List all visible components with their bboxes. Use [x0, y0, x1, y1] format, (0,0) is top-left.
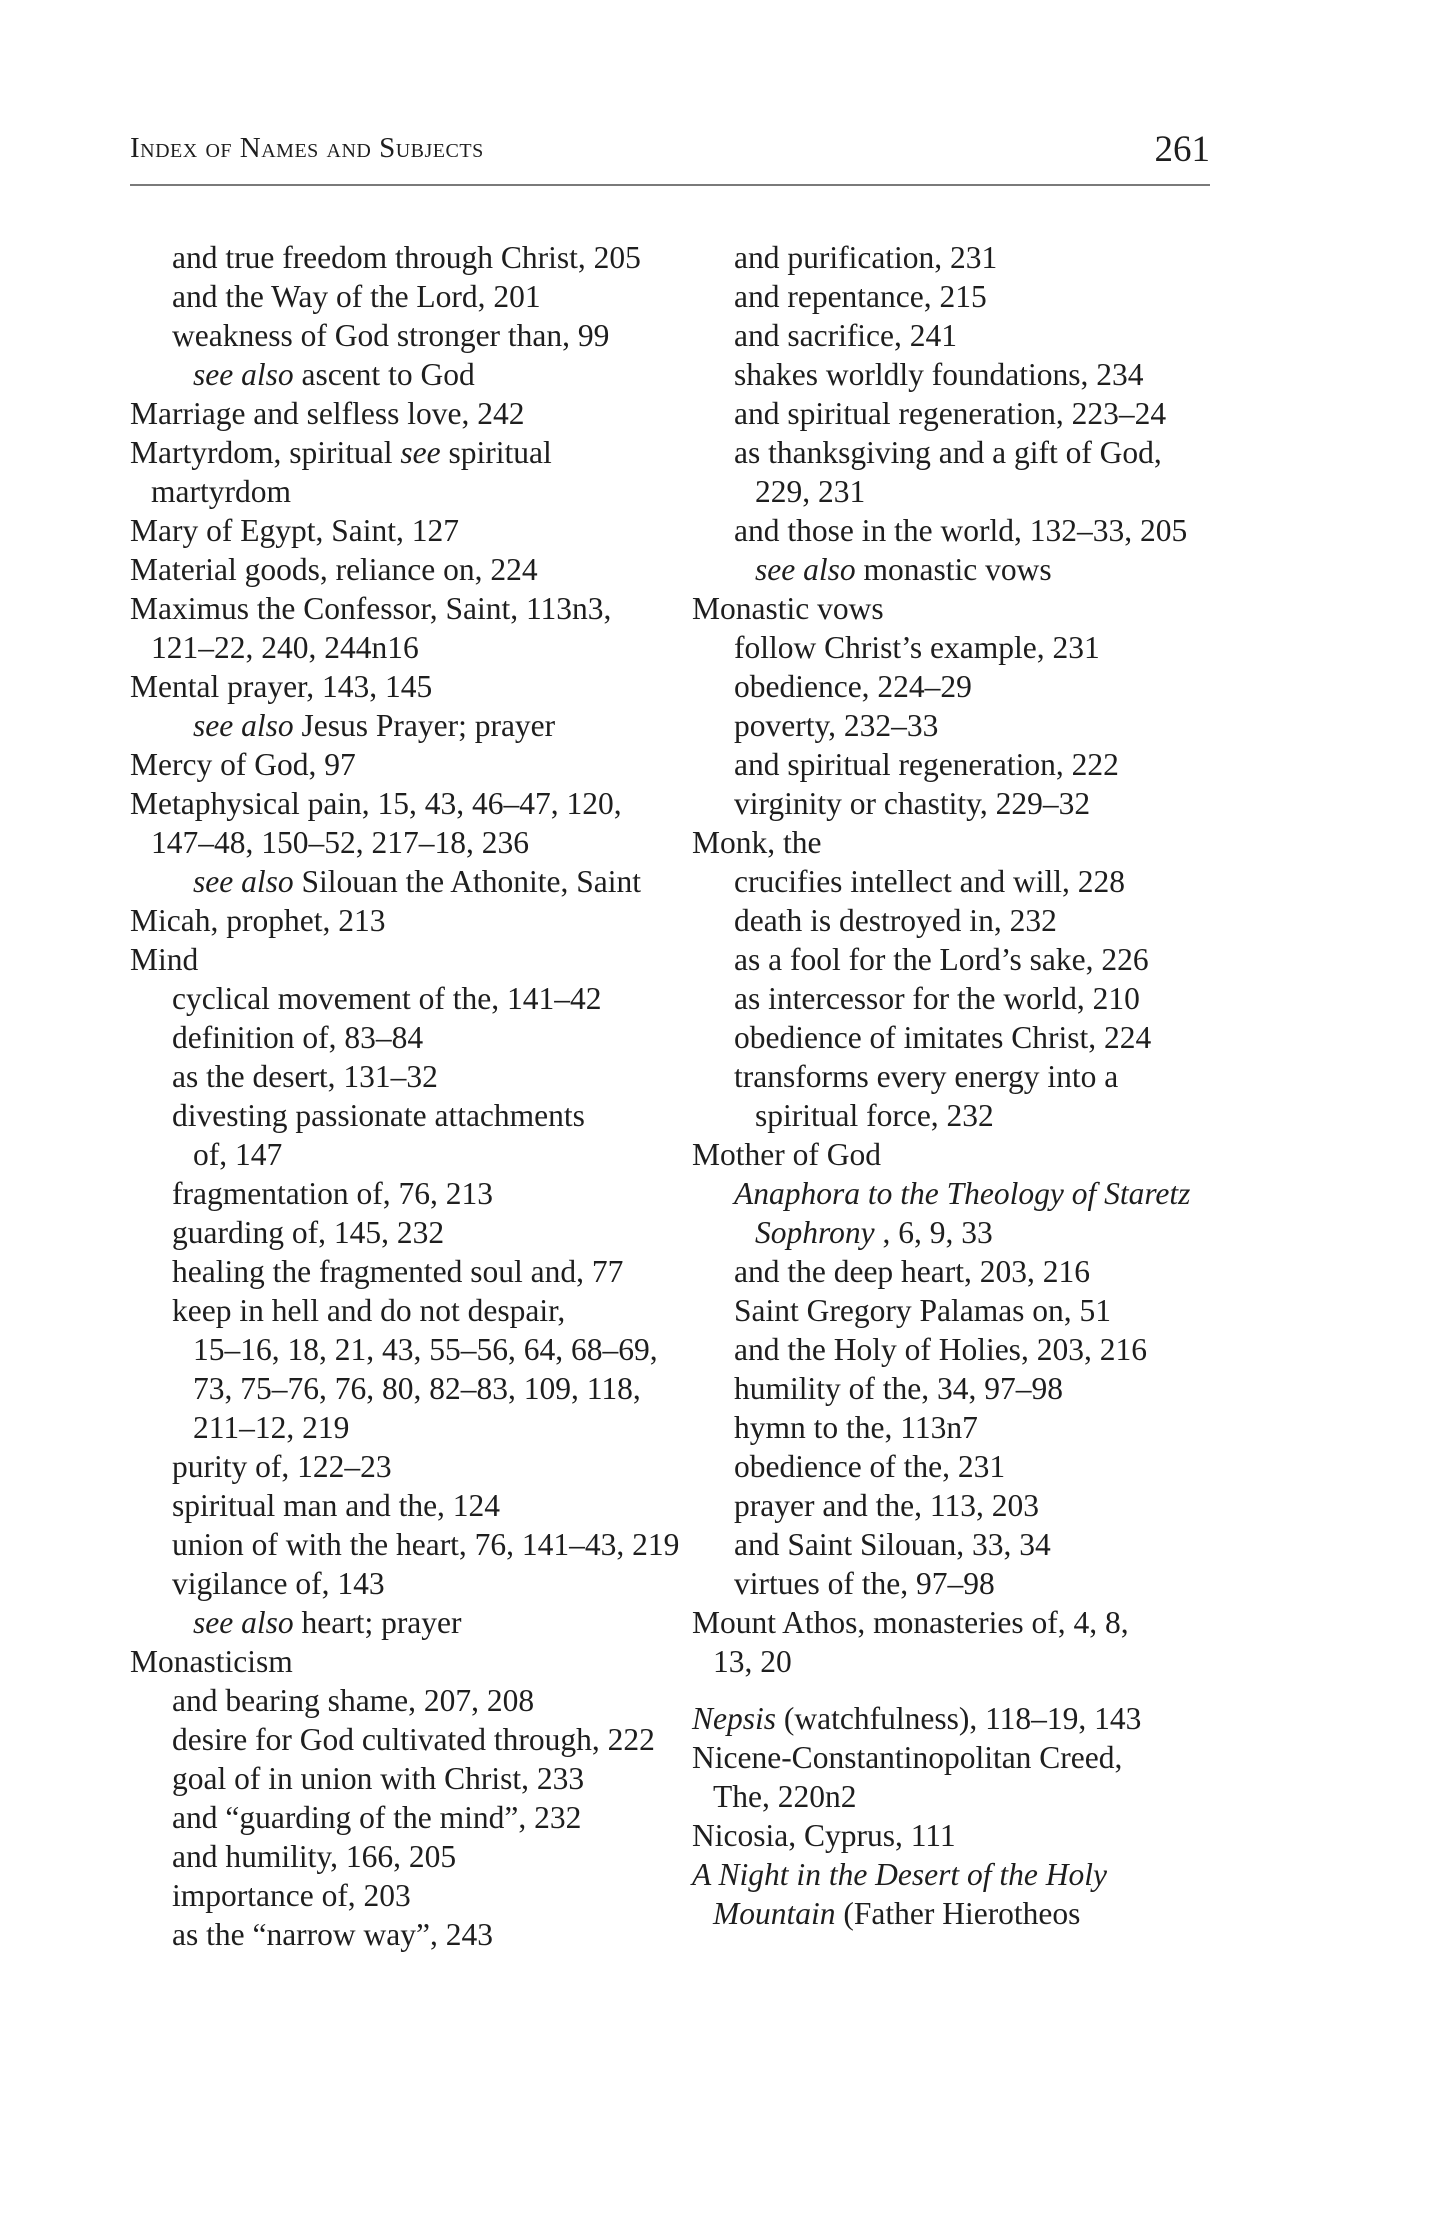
index-entry [130, 784, 675, 823]
index-entry [692, 316, 1252, 355]
running-title: Index of Names and Subjects [130, 132, 484, 164]
index-entry-text: as the “narrow way”, 243 [172, 1917, 493, 1952]
index-column-left [130, 238, 680, 1954]
index-entry [692, 1894, 1252, 1933]
index-entry [130, 1642, 675, 1681]
index-entry [692, 1642, 1252, 1681]
index-entry-text: fragmentation of, 76, 213 [172, 1176, 494, 1211]
index-entry [130, 706, 675, 745]
index-entry [130, 940, 675, 979]
index-entry [692, 238, 1252, 277]
index-entry-text: ascent to God [293, 357, 475, 392]
index-entry-text: Mind [130, 942, 199, 977]
index-entry [692, 1330, 1252, 1369]
index-entry [692, 940, 1252, 979]
index-entry [692, 1816, 1252, 1855]
index-entry [130, 1252, 675, 1291]
index-entry-text: Material goods, reliance on, 224 [130, 552, 538, 587]
index-entry-text: and spiritual regeneration, 222 [734, 747, 1119, 782]
index-entry-text: as a fool for the Lord’s sake, 226 [734, 942, 1149, 977]
index-entry [692, 1135, 1252, 1174]
index-entry [692, 979, 1252, 1018]
index-entry [692, 745, 1252, 784]
index-entry-text: and the Holy of Holies, 203, 216 [734, 1332, 1147, 1367]
index-entry [692, 511, 1252, 550]
index-entry [692, 1855, 1252, 1894]
index-entry-text: obedience, 224–29 [734, 669, 972, 704]
index-entry-text: hymn to the, 113n7 [734, 1410, 978, 1445]
index-entry-text: Mount Athos, monasteries of, 4, 8, [692, 1605, 1129, 1640]
index-entry [130, 1915, 675, 1954]
index-entry-text: spiritual [440, 435, 552, 470]
index-entry [130, 1408, 675, 1447]
index-entry-text: , 6, 9, 33 [874, 1215, 993, 1250]
index-entry-text: obedience of imitates Christ, 224 [734, 1020, 1152, 1055]
index-entry-text: Maximus the Confessor, Saint, 113n3, [130, 591, 612, 626]
index-entry [130, 1564, 675, 1603]
index-entry [130, 355, 675, 394]
index-entry [692, 1369, 1252, 1408]
index-entry [130, 550, 675, 589]
index-entry [692, 589, 1252, 628]
index-entry [130, 1330, 675, 1369]
index-entry [130, 1447, 675, 1486]
index-entry-italic: see [400, 435, 441, 470]
index-entry [692, 394, 1252, 433]
index-entry-italic: Mountain [713, 1896, 836, 1931]
index-entry-text: purity of, 122–23 [172, 1449, 392, 1484]
index-entry [130, 628, 675, 667]
index-entry-italic: see also [193, 864, 294, 899]
index-entry-text: and the deep heart, 203, 216 [734, 1254, 1091, 1289]
index-entry-text: as thanksgiving and a gift of God, [734, 435, 1162, 470]
index-entry [692, 433, 1252, 472]
index-entry [130, 1018, 675, 1057]
index-entry-text: crucifies intellect and will, 228 [734, 864, 1125, 899]
index-entry-text: and those in the world, 132–33, 205 [734, 513, 1188, 548]
index-entry-text: martyrdom [151, 474, 291, 509]
index-entry-italic: see also [755, 552, 856, 587]
index-entry-text: 211–12, 219 [193, 1410, 350, 1445]
index-entry [692, 1018, 1252, 1057]
index-entry-text: and repentance, 215 [734, 279, 987, 314]
index-entry-text: as the desert, 131–32 [172, 1059, 438, 1094]
index-entry [130, 1135, 675, 1174]
index-entry-italic: Nepsis [692, 1701, 777, 1736]
index-entry-text: Silouan the Athonite, Saint [293, 864, 641, 899]
index-entry [130, 1876, 675, 1915]
index-entry [692, 1564, 1252, 1603]
index-entry [130, 1486, 675, 1525]
index-entry [130, 1681, 675, 1720]
index-entry [692, 823, 1252, 862]
index-entry [130, 238, 675, 277]
index-entry-text: Monasticism [130, 1644, 293, 1679]
index-entry-italic: A Night in the Desert of the Holy [692, 1857, 1107, 1892]
index-entry-text: and purification, 231 [734, 240, 998, 275]
index-entry-text: and sacrifice, 241 [734, 318, 958, 353]
index-entry-italic: Sophrony [755, 1215, 875, 1250]
index-entry-text: Mother of God [692, 1137, 881, 1172]
index-entry [130, 511, 675, 550]
index-entry-text: death is destroyed in, 232 [734, 903, 1057, 938]
index-entry [692, 1777, 1252, 1816]
index-entry [692, 1174, 1252, 1213]
index-entry-text: prayer and the, 113, 203 [734, 1488, 1039, 1523]
index-entry-text: (Father Hierotheos [835, 1896, 1081, 1931]
index-entry-text: as intercessor for the world, 210 [734, 981, 1140, 1016]
index-entry-text: of, 147 [193, 1137, 283, 1172]
index-entry-text: Micah, prophet, 213 [130, 903, 386, 938]
index-entry-text: Marriage and selfless love, 242 [130, 396, 525, 431]
index-entry-text: spiritual man and the, 124 [172, 1488, 501, 1523]
index-entry-text: 147–48, 150–52, 217–18, 236 [151, 825, 529, 860]
index-entry-text: transforms every energy into a [734, 1059, 1119, 1094]
index-entry-text: virtues of the, 97–98 [734, 1566, 995, 1601]
index-entry [692, 1408, 1252, 1447]
index-entry-italic: see also [193, 708, 294, 743]
index-entry [130, 1174, 675, 1213]
index-entry-italic: Anaphora to the Theology of Staretz [734, 1176, 1191, 1211]
index-entry [130, 823, 675, 862]
index-entry [130, 1057, 675, 1096]
index-entry-text: Saint Gregory Palamas on, 51 [734, 1293, 1112, 1328]
index-entry [130, 745, 675, 784]
index-entry-text: 73, 75–76, 76, 80, 82–83, 109, 118, [193, 1371, 641, 1406]
index-entry [692, 1603, 1252, 1642]
index-entry [130, 1291, 675, 1330]
index-entry-text: follow Christ’s example, 231 [734, 630, 1100, 665]
index-entry [130, 589, 675, 628]
index-entry-text: guarding of, 145, 232 [172, 1215, 445, 1250]
index-column-right [692, 238, 1252, 1933]
index-entry-text: and spiritual regeneration, 223–24 [734, 396, 1167, 431]
index-entry-text: vigilance of, 143 [172, 1566, 385, 1601]
index-entry-text: divesting passionate attachments [172, 1098, 585, 1133]
index-entry-text: and bearing shame, 207, 208 [172, 1683, 535, 1718]
index-entry-text: Nicene-Constantinopolitan Creed, [692, 1740, 1123, 1775]
index-entry [692, 667, 1252, 706]
index-entry-text: virginity or chastity, 229–32 [734, 786, 1091, 821]
index-entry-text: and true freedom through Christ, 205 [172, 240, 641, 275]
index-entry-text: definition of, 83–84 [172, 1020, 424, 1055]
index-entry-text: cyclical movement of the, 141–42 [172, 981, 602, 1016]
index-entry-text: Martyrdom, spiritual [130, 435, 401, 470]
index-entry-italic: see also [193, 1605, 294, 1640]
index-entry-text: goal of in union with Christ, 233 [172, 1761, 585, 1796]
index-entry [692, 862, 1252, 901]
index-entry [130, 667, 675, 706]
index-entry-text: 121–22, 240, 244n16 [151, 630, 419, 665]
index-entry [130, 1213, 675, 1252]
running-header [130, 128, 1210, 186]
index-entry [130, 1798, 675, 1837]
index-entry [130, 316, 675, 355]
index-entry [692, 277, 1252, 316]
index-entry-text: shakes worldly foundations, 234 [734, 357, 1144, 392]
index-entry-text: keep in hell and do not despair, [172, 1293, 566, 1328]
index-entry [130, 394, 675, 433]
index-entry-text: weakness of God stronger than, 99 [172, 318, 610, 353]
index-entry [692, 472, 1252, 511]
index-entry-text: The, 220n2 [713, 1779, 857, 1814]
index-entry-text: Mary of Egypt, Saint, 127 [130, 513, 459, 548]
index-entry-text: heart; prayer [293, 1605, 462, 1640]
index-entry-text: and humility, 166, 205 [172, 1839, 457, 1874]
index-entry-italic: see also [193, 357, 294, 392]
index-entry-text: 15–16, 18, 21, 43, 55–56, 64, 68–69, [193, 1332, 658, 1367]
index-entry-text: Jesus Prayer; prayer [293, 708, 556, 743]
index-entry [692, 1252, 1252, 1291]
index-entry [130, 1525, 680, 1564]
index-entry-text: monastic vows [855, 552, 1052, 587]
index-entry-text: Nicosia, Cyprus, 111 [692, 1818, 956, 1853]
index-entry [130, 901, 675, 940]
index-entry [130, 1837, 675, 1876]
index-entry-text: union of with the heart, 76, 141–43, 219 [172, 1527, 680, 1562]
index-entry [130, 1720, 675, 1759]
index-entry-text: Metaphysical pain, 15, 43, 46–47, 120, [130, 786, 622, 821]
index-entry-text: and “guarding of the mind”, 232 [172, 1800, 582, 1835]
index-entry-text: and Saint Silouan, 33, 34 [734, 1527, 1051, 1562]
index-entry [692, 1447, 1252, 1486]
index-entry-text: 229, 231 [755, 474, 866, 509]
page-number: 261 [1154, 129, 1210, 170]
index-entry [130, 472, 675, 511]
index-entry [130, 979, 675, 1018]
index-entry-text: humility of the, 34, 97–98 [734, 1371, 1063, 1406]
index-entry [130, 277, 675, 316]
index-entry-text: poverty, 232–33 [734, 708, 939, 743]
index-entry [130, 1096, 675, 1135]
index-entry-text: Mental prayer, 143, 145 [130, 669, 433, 704]
index-entry [692, 1525, 1252, 1564]
index-entry [692, 628, 1252, 667]
index-entry-text: Mercy of God, 97 [130, 747, 356, 782]
index-entry [692, 1699, 1252, 1738]
index-entry [692, 1291, 1252, 1330]
index-entry-text: obedience of the, 231 [734, 1449, 1006, 1484]
index-entry-text: spiritual force, 232 [755, 1098, 994, 1133]
index-entry [130, 1369, 675, 1408]
index-entry-text: healing the fragmented soul and, 77 [172, 1254, 624, 1289]
index-entry-text: Monastic vows [692, 591, 884, 626]
index-entry-text: (watchfulness), 118–19, 143 [776, 1701, 1142, 1736]
index-entry-text: importance of, 203 [172, 1878, 411, 1913]
index-entry [692, 550, 1252, 589]
index-entry [692, 1486, 1252, 1525]
index-entry [692, 1213, 1252, 1252]
index-entry [130, 862, 675, 901]
index-entry-text: and the Way of the Lord, 201 [172, 279, 541, 314]
index-entry [130, 1603, 675, 1642]
index-entry [130, 433, 675, 472]
index-entry [130, 1759, 675, 1798]
index-entry-text: desire for God cultivated through, 222 [172, 1722, 655, 1757]
index-entry [692, 1738, 1252, 1777]
index-entry [692, 784, 1252, 823]
index-entry [692, 1096, 1252, 1135]
index-entry-text: Monk, the [692, 825, 822, 860]
index-entry-text: 13, 20 [713, 1644, 792, 1679]
index-entry [692, 706, 1252, 745]
index-entry [692, 1057, 1252, 1096]
index-entry [692, 355, 1252, 394]
index-entry [692, 901, 1252, 940]
